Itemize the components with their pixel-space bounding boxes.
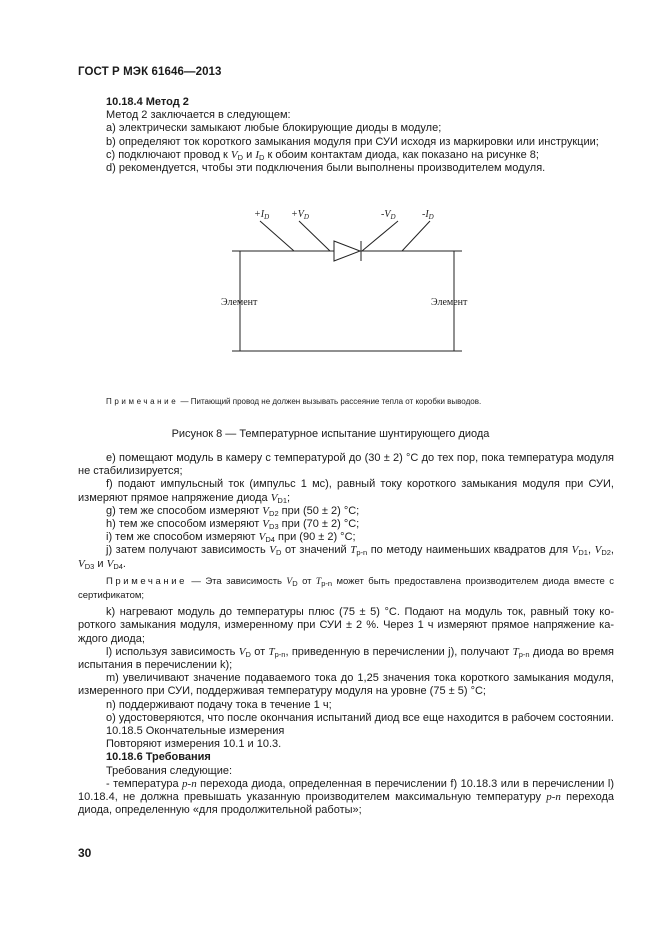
list-item-a: a) электрически замыкают любые блокирующие диоды в модуле; xyxy=(106,122,442,135)
list-item-o: o) удостоверяются, что после окончания испытаний диод все еще находится в рабочем состоянии. xyxy=(106,711,614,724)
lead-plus-v xyxy=(299,221,330,251)
page-number: 30 xyxy=(78,846,92,860)
lead-minus-v xyxy=(362,221,398,251)
figure-caption: Рисунок 8 — Температурное испытание шунтирующего диода xyxy=(171,428,490,440)
label-plus-i: $+I_D$ xyxy=(254,209,270,221)
label-element-right: Элемент xyxy=(431,297,468,308)
circuit-diagram xyxy=(0,195,661,365)
list-item-d: d) рекомендуется, чтобы эти подключения были выполнены производителем модуля. xyxy=(106,162,546,175)
list-item-f: f) подают импульсный ток (импульс 1 мс), равный току короткого замыкания модуля при СУИ, измеряют прямое напряжение диода $V_{D1}$; xyxy=(78,478,614,505)
figure-note: Примечание — Питающий провод не должен вызывать рассеяние тепла от коробки выводов. xyxy=(106,397,482,406)
section-10-18-5-heading: 10.18.5 Окончательные измерения xyxy=(106,725,285,738)
list-item-l: l) используя зависимость $V_D$ от $T_{p-n}$, приведенную в перечислении j), получают $T_{p-n}$ диода во время испытания в перечислении k); xyxy=(78,645,614,672)
section-10-18-6-heading: 10.18.6 Требования xyxy=(106,751,211,764)
section-10-18-4 xyxy=(78,96,614,175)
section-steps xyxy=(78,452,614,817)
section-10-18-5-text: Повторяют измерения 10.1 и 10.3. xyxy=(106,738,282,751)
diode-symbol xyxy=(334,241,360,261)
lead-minus-i xyxy=(402,221,430,251)
requirement-item: - температура p-n перехода диода, определенная в перечислении f) 10.18.3 или в перечислении l) 10.18.4, не должна превышать указанную производителем максимальную температуру p-n перехода диода, определенную «для продолжительной работы»; xyxy=(78,777,614,817)
list-item-h: h) тем же способом измеряют $V_{D3}$ при (70 ± 2) °С; xyxy=(106,518,360,532)
list-item-b: b) определяют ток короткого замыкания модуля при СУИ исходя из маркировки или инструкции; xyxy=(106,135,599,148)
list-item-k: k) нагревают модуль до температуры плюс (75 ± 5) °С. Подают на модуль ток, равный току короткого замыкания модуля, измеренному при СУИ ± 2 %. Через 1 ч измеряют прямое напряжение каждого диода; xyxy=(78,606,614,645)
list-item-n: n) поддерживают подачу тока в течение 1 ч; xyxy=(106,698,332,711)
list-item-g: g) тем же способом измеряют $V_{D2}$ при (50 ± 2) °С; xyxy=(106,504,360,518)
list-item-j: j) затем получают зависимость $V_D$ от значений $T_{p-n}$ по методу наименьших квадратов для $V_{D1}$, $V_{D2}$, $V_{D3}$ и $V_{D4}$. xyxy=(78,544,614,571)
label-minus-i: $-I_D$ xyxy=(422,209,434,221)
list-item-i: i) тем же способом измеряют $V_{D4}$ при (90 ± 2) °С; xyxy=(106,531,356,545)
label-plus-v: $+V_D$ xyxy=(291,209,309,221)
document-header: ГОСТ Р МЭК 61646—2013 xyxy=(78,66,222,78)
label-element-left: Элемент xyxy=(221,297,258,308)
section-10-18-6-text: Требования следующие: xyxy=(106,764,233,777)
intro-text: Метод 2 заключается в следующем: xyxy=(106,109,291,122)
list-item-m: m) увеличивают значение подаваемого тока до 1,25 значения тока короткого замыкания модуля, измеренного при СУИ, поддерживая температуру модуля на уровне (75 ± 5) °С; xyxy=(78,672,614,698)
list-item-e: e) помещают модуль в камеру с температурой до (30 ± 2) °С до тех пор, пока температура модуля не стабилизируется; xyxy=(78,452,614,478)
list-item-c: c) подключают провод к $V_D$ и $I_D$ к обоим контактам диода, как показано на рисунке 8; xyxy=(106,148,539,162)
lead-plus-i xyxy=(260,221,294,251)
note-2: Примечание — Эта зависимость $V_D$ от $T_{p-n}$ может быть предоставлена производителем диода вместе с сертификатом; xyxy=(78,575,615,602)
label-minus-v: $-V_D$ xyxy=(381,209,396,221)
section-heading: 10.18.4 Метод 2 xyxy=(106,96,189,108)
